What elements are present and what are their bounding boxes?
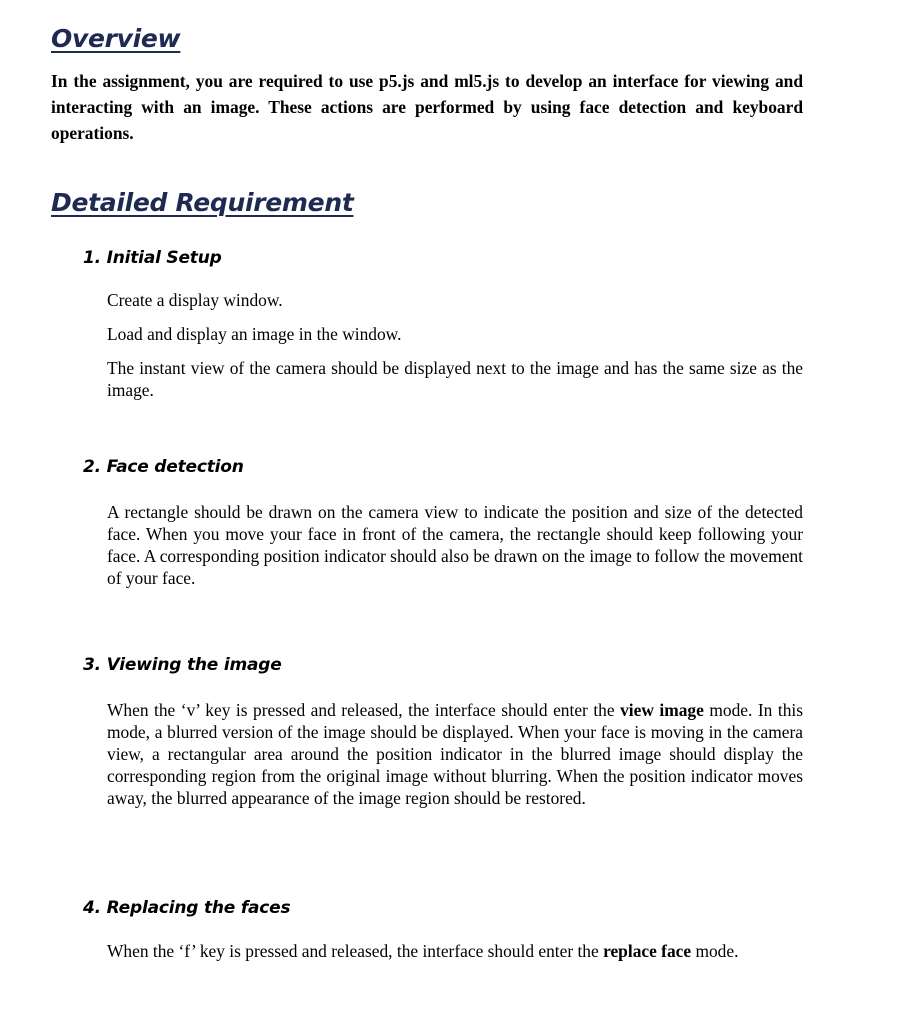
section-3-text-before: When the ‘v’ key is pressed and released, the interface should enter the (107, 700, 621, 720)
section-3-heading: 3. Viewing the image (83, 655, 282, 675)
section-3-paragraph (107, 699, 803, 809)
detailed-requirement-heading: Detailed Requirement (51, 188, 354, 217)
section-1-line-2: Load and display an image in the window. (107, 324, 402, 344)
overview-heading: Overview (51, 24, 181, 53)
section-3-text-after: mode. In this mode, a blurred version of the image should be displayed. When your face is moving in the camera view, a rectangular area around the position indicator in the blurred image should display the corresponding region from the original image without blurring. When the position indicator moves away, the blurred appearance of the image region should be restored. (107, 700, 803, 808)
section-4-bold-term: replace face (603, 941, 692, 961)
section-2-paragraph: A rectangle should be drawn on the camera view to indicate the position and size of the detected face. When you move your face in front of the camera, the rectangle should keep following your face. A corresponding position indicator should also be drawn on the image to follow the movement of your face. (107, 502, 803, 588)
section-1-line-3: The instant view of the camera should be displayed next to the image and has the same size as the image. (107, 358, 803, 400)
section-4-text-after: mode. (691, 941, 739, 961)
section-1-line-1: Create a display window. (107, 290, 283, 310)
section-4-paragraph (107, 941, 738, 962)
section-3-bold-term: view image (620, 700, 704, 720)
section-4-text-before: When the ‘f’ key is pressed and released, the interface should enter the (107, 941, 604, 961)
section-1-heading: 1. Initial Setup (83, 248, 222, 268)
overview-paragraph: In the assignment, you are required to use p5.js and ml5.js to develop an interface for viewing and interacting with an image. These actions are performed by using face detection and keyboard operations. (51, 71, 803, 143)
section-2-heading: 2. Face detection (83, 457, 244, 477)
section-4-heading: 4. Replacing the faces (83, 898, 291, 918)
